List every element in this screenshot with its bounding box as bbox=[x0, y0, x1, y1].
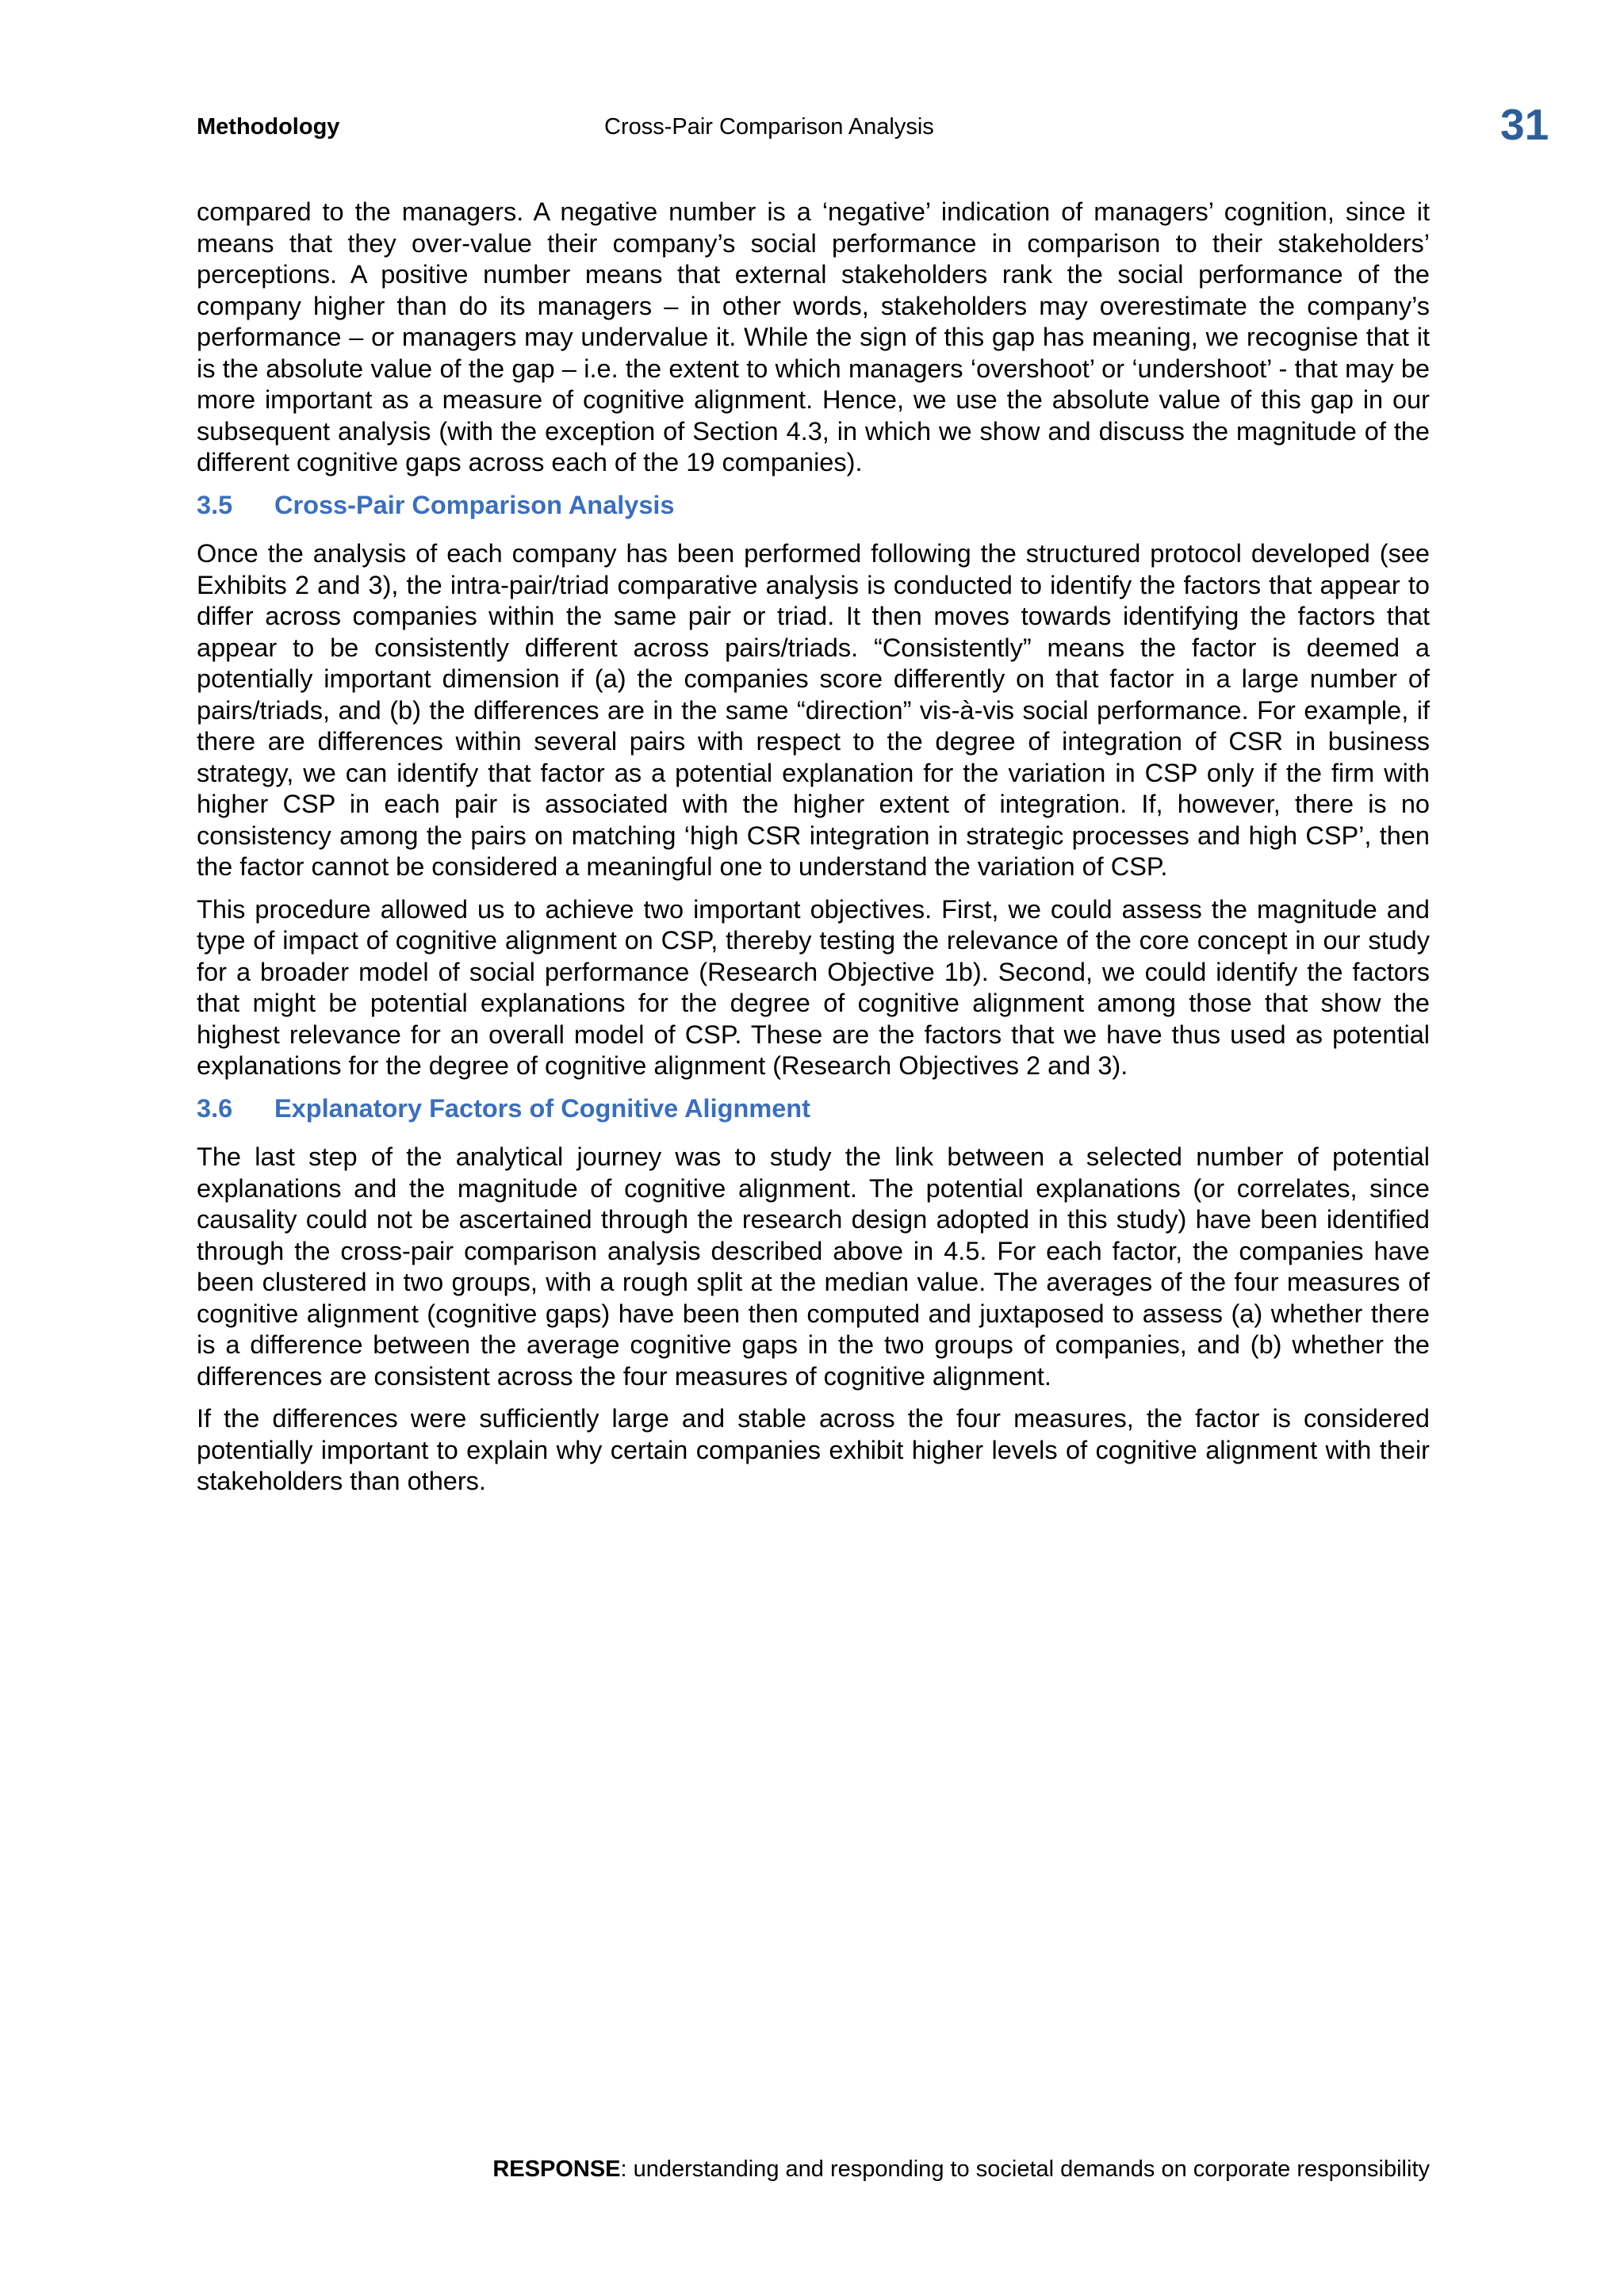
section-number: 3.5 bbox=[197, 490, 233, 519]
paragraph: If the differences were sufficiently large and stable across the four measures, the factor is considered potentially important to explain why certain companies exhibit higher levels of cognitive alignment with their stakeholders than others. bbox=[197, 1404, 1430, 1495]
paragraph: This procedure allowed us to achieve two important objectives. First, we could assess the magnitude and type of impact of cognitive alignment on CSP, thereby testing the relevance of the core concept in our study for a broader model of social performance (Research Objective 1b). Second, we could identify the factors that might be potential explanations for the degree of cognitive alignment among those that show the highest relevance for an overall model of CSP. These are the factors that we have thus used as potential explanations for the degree of cognitive alignment (Research Objectives 2 and 3). bbox=[197, 894, 1430, 1080]
running-header-title: Cross-Pair Comparison Analysis bbox=[604, 114, 934, 140]
paragraph: The last step of the analytical journey was to study the link between a selected number of potential explanations and the magnitude of cognitive alignment. The potential explanations (or correlates, since causality could not be ascertained through the research design adopted in this study) have been identified through the cross-pair comparison analysis described above in 4.5. For each factor, the companies have been clustered in two groups, with a rough split at the median value. The averages of the four measures of cognitive alignment (cognitive gaps) have been then computed and juxtaposed to assess (a) whether there is a difference between the average cognitive gaps in the two groups of companies, and (b) whether the differences are consistent across the four measures of cognitive alignment. bbox=[197, 1142, 1430, 1391]
running-header-section: Methodology bbox=[197, 114, 340, 140]
section-number: 3.6 bbox=[197, 1093, 233, 1123]
page-number: 31 bbox=[1500, 100, 1549, 149]
page-footer bbox=[492, 2155, 1430, 2183]
section-heading-3-6 bbox=[197, 1093, 1430, 1125]
section-heading-3-5 bbox=[197, 490, 1430, 522]
footer-brand: RESPONSE bbox=[492, 2156, 621, 2182]
paragraph: compared to the managers. A negative number is a ‘negative’ indication of managers’ cognition, since it means that they over-value their company’s social performance in comparison to their stakeholders’ perceptions. A positive number means that external stakeholders rank the social performance of the company higher than do its managers – in other words, stakeholders may overestimate the company’s performance – or managers may undervalue it. While the sign of this gap has meaning, we recognise that it is the absolute value of the gap – i.e. the extent to which managers ‘overshoot’ or ‘undershoot’ - that may be more important as a measure of cognitive alignment. Hence, we use the absolute value of this gap in our subsequent analysis (with the exception of Section 4.3, in which we show and discuss the magnitude of the different cognitive gaps across each of the 19 companies). bbox=[197, 197, 1430, 476]
footer-text: : understanding and responding to societal demands on corporate responsibility bbox=[620, 2156, 1430, 2182]
paragraph: Once the analysis of each company has been performed following the structured protocol developed (see Exhibits 2 and 3), the intra-pair/triad comparative analysis is conducted to identify the factors that appear to differ across companies within the same pair or triad. It then moves towards identifying the factors that appear to be consistently different across pairs/triads. “Consistently” means the factor is deemed a potentially important dimension if (a) the companies score differently on that factor in a large number of pairs/triads, and (b) the differences are in the same “direction” vis-à-vis social performance. For example, if there are differences within several pairs with respect to the degree of integration of CSR in business strategy, we can identify that factor as a potential explanation for the variation in CSP only if the firm with higher CSP in each pair is associated with the higher extent of integration. If, however, there is no consistency among the pairs on matching ‘high CSR integration in strategic processes and high CSP’, then the factor cannot be considered a meaningful one to understand the variation of CSP. bbox=[197, 539, 1430, 881]
section-title: Explanatory Factors of Cognitive Alignment bbox=[274, 1093, 810, 1123]
body-text bbox=[197, 197, 1430, 1509]
section-title: Cross-Pair Comparison Analysis bbox=[274, 490, 675, 519]
